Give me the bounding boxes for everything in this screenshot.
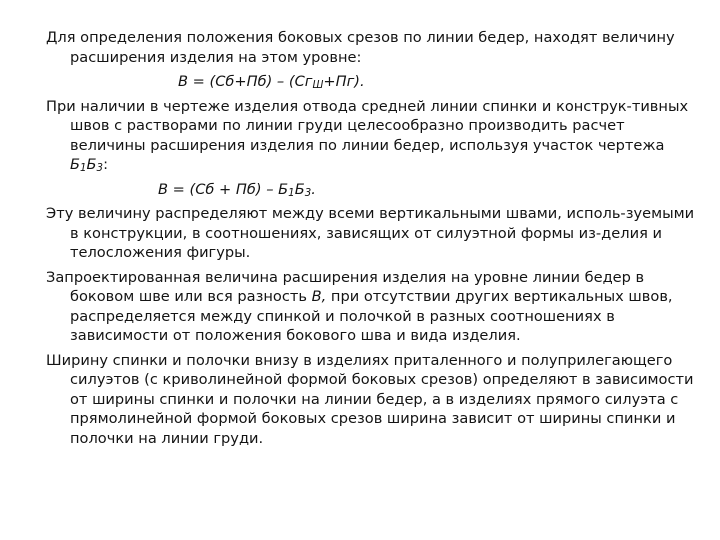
- segment-b3: Б: [86, 156, 97, 173]
- paragraph-back-seam: [46, 97, 696, 175]
- segment-b1-sub: 1: [80, 163, 87, 174]
- formula-segment-sub1: 1: [288, 187, 295, 199]
- paragraph-distribution-text: Эту величину распределяют между всеми вертикальными швами, исполь-зуемыми в конструкции, в соотношениях, зависящих от силуэтной формы из-делия и телосложения фигуры.: [46, 205, 695, 261]
- formula-hip-extension-rhs: +Пг).: [323, 73, 365, 90]
- paragraph-back-seam-text: При наличии в чертеже изделия отвода средней линии спинки и конструк-тивных швов с растворами по линии груди целесообразно производить расчет величины расширения изделия по линии бедер, используя участок чертежа: [46, 97, 689, 154]
- paragraph-side-cuts: [46, 28, 696, 67]
- slide-text: [46, 28, 696, 453]
- formula-segment-dot: .: [311, 180, 316, 198]
- paragraph-bottom-width-text: Ширину спинки и полочки внизу в изделиях приталенного и полуприлегающего силуэтов (с криволинейной формой боковых срезов) определяют в зависимости от ширины спинки и полочки на линии бедер, а в изделиях прямого силуэта с прямолинейной формой боковых срезов ширина зависит от ширины спинки и полочки на линии груди.: [46, 351, 694, 447]
- paragraph-side-cuts-text: Для определения положения боковых срезов по линии бедер, находят величину расширения изделия на этом уровне:: [46, 29, 675, 66]
- segment-colon: :: [103, 156, 108, 173]
- formula-segment-lhs: В = (Сб + Пб) – Б: [158, 180, 289, 198]
- formula-segment-sub3: 3: [304, 187, 312, 199]
- paragraph-projected-value-text-b: при отсутствии других вертикальных швов, распределяется между спинкой и полочкой в разных соотношениях в зависимости от положения бокового шва и вида изделия.: [70, 288, 673, 344]
- segment-b3-sub: 3: [96, 163, 104, 174]
- segment-b1: Б: [70, 156, 81, 173]
- segment-b1-b3: [70, 156, 103, 173]
- inline-b: В,: [311, 288, 327, 305]
- paragraph-distribution: [46, 204, 696, 263]
- paragraph-projected-value-text-a: Запроектированная величина расширения изделия на уровне линии бедер в боковом шве или вся разность: [46, 268, 645, 305]
- formula-hip-extension: [46, 72, 696, 92]
- paragraph-projected-value: [46, 268, 696, 346]
- paragraph-bottom-width: [46, 351, 696, 449]
- formula-hip-extension-sub: Ш: [312, 80, 324, 91]
- formula-segment: [46, 180, 696, 200]
- formula-segment-mid: Б: [294, 180, 305, 198]
- formula-hip-extension-lhs: В = (Сб+Пб) – (Сг: [178, 73, 313, 90]
